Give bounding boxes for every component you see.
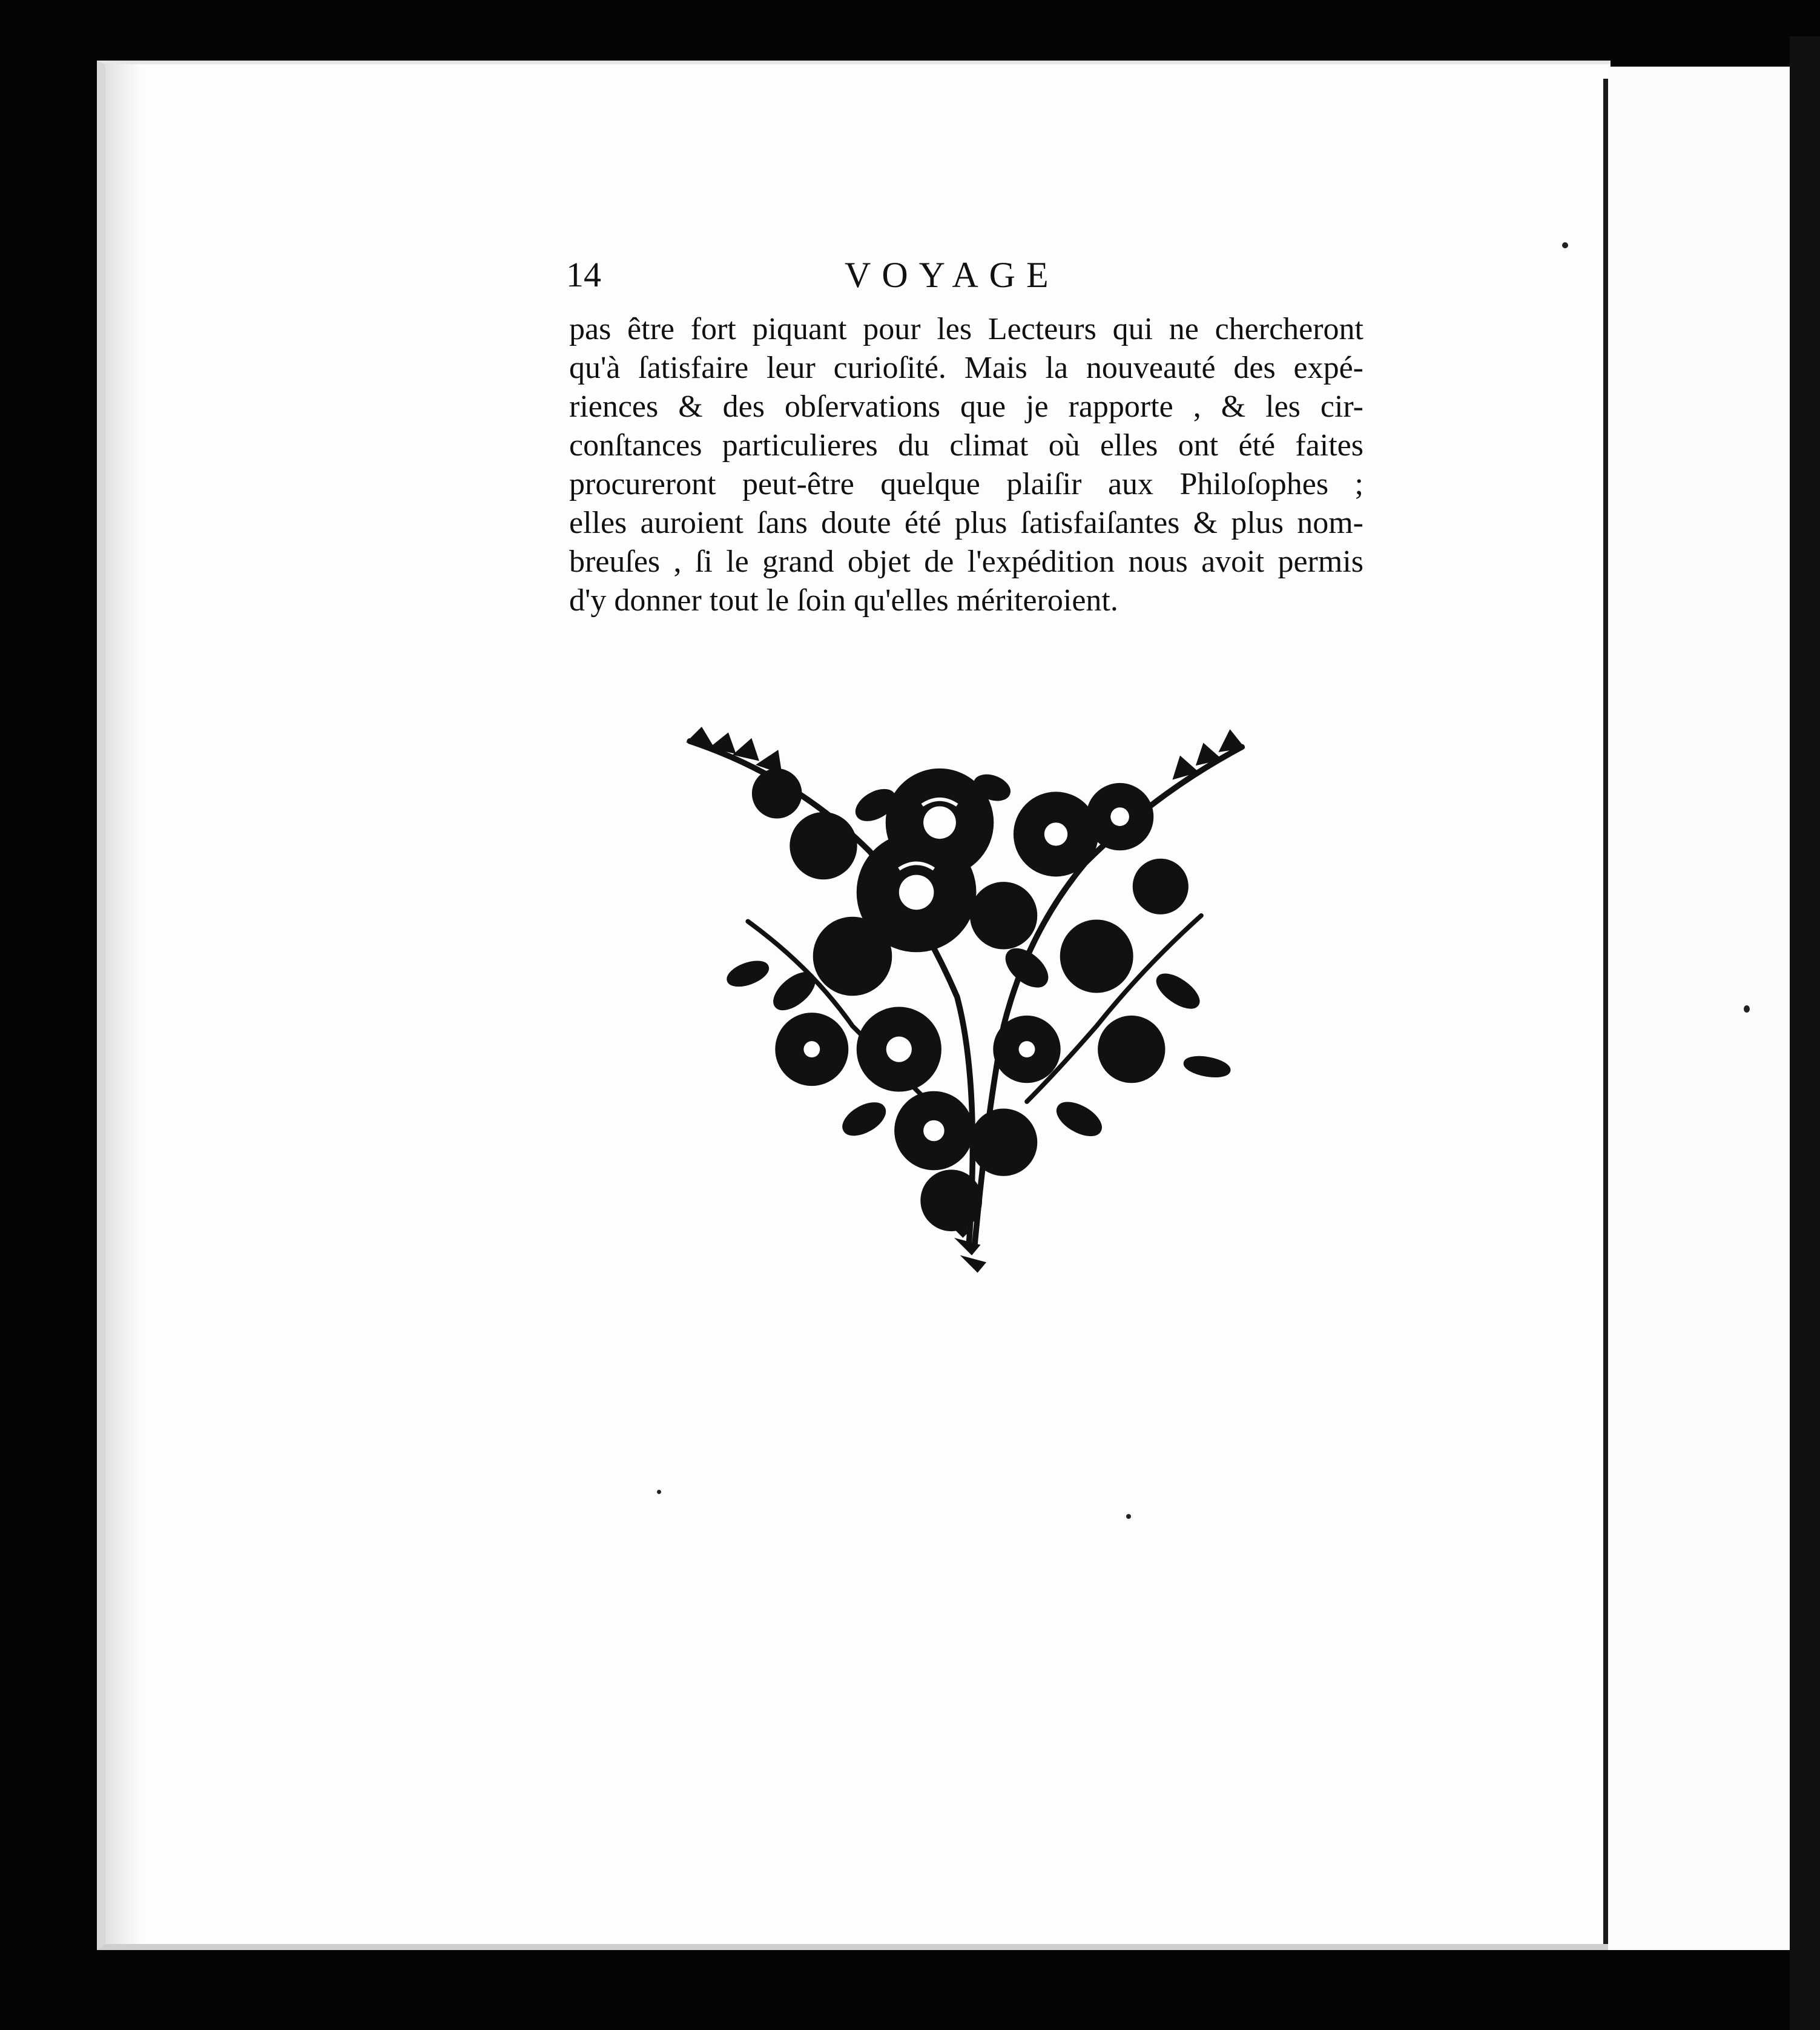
text-line: pas être fort piquant pour les Lecteurs qui ne chercheront (569, 312, 1363, 346)
paper-speck (1562, 242, 1568, 248)
paper-speck (657, 1490, 661, 1494)
text-line: qu'à ſatisfaire leur curioſité. Mais la nouveauté des expé- (569, 351, 1363, 385)
floral-garland-icon (672, 724, 1265, 1305)
text-line: d'y donner tout le ſoin qu'elles mériteroient. (569, 583, 1118, 618)
page-number: 14 (566, 255, 601, 294)
text-line: conſtances particulieres du climat où elles ont été faites (569, 428, 1363, 463)
page-edge-shadow (105, 64, 142, 1944)
book-gutter (1603, 79, 1608, 1944)
next-page-strip (1608, 67, 1790, 1950)
text-line: riences & des obſervations que je rapporte , & les cir- (569, 389, 1363, 424)
text-line: procureront peut-être quelque plaiſir aux Philoſophes ; (569, 467, 1363, 501)
running-head (566, 254, 1365, 309)
text-line: breuſes , ſi le grand objet de l'expédition nous avoit permis (569, 544, 1363, 579)
body-text (569, 310, 1363, 620)
paper-speck (1126, 1514, 1131, 1519)
paper-speck (1744, 1005, 1750, 1013)
text-line: elles auroient ſans doute été plus ſatisfaiſantes & plus nom- (569, 506, 1363, 540)
running-title: VOYAGE (845, 255, 1060, 295)
scan-right-edge (1790, 36, 1820, 2030)
